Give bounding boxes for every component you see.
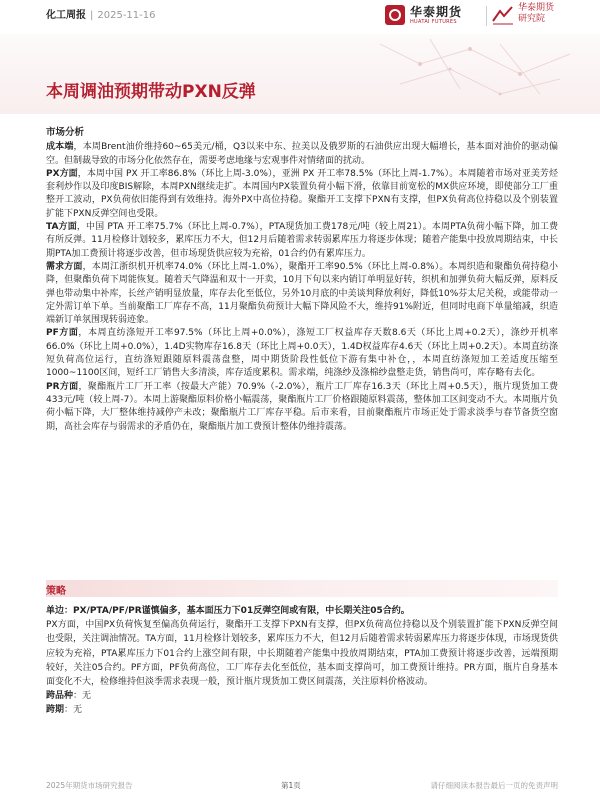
report-type-label: 化工周报 [46,10,86,21]
disclaimer-note: 请仔细阅读本报告最后一页的免责声明 [430,781,558,790]
banner-decoration [0,34,600,114]
strategy-section [46,604,558,718]
cross-term-label: 跨期 [46,705,65,716]
logo-divider [486,6,487,26]
research-logo-line2: 研究院 [518,14,546,24]
pf-paragraph [46,327,558,380]
demand-label: 需求方面 [46,261,83,272]
single-text: ：PX/PTA/PF/PR谨慎偏多，基本面压力下01反弹空间或有限，中长期关注05合约。 [64,606,410,616]
market-analysis [46,126,558,434]
header-separator: | [90,10,94,21]
ta-paragraph [46,221,558,261]
pf-label: PF方面 [46,328,79,339]
research-institute-logo [492,3,562,29]
huatai-logo-icon [385,5,405,25]
strategy-detail: PX方面，中国PX负荷恢复至偏高负荷运行，聚酯开工支撑下PXN有支撑，但PX负荷高位持稳以及个别装置扩能下PXN反弹空间也受限，关注调油情况。TA方面，11月检修计划较多，累库压力不大，但12月后随着需求转弱累库压力将逐步体现，市场现货供应较为充裕，PTA累库压力下01合约上涨空间有限，中长期随着产能集中投放周期结束，PTA加工费预计将逐步改善，远端预期较好，关注05合约。PF方面，PF负荷高位，工厂库存去化至低位，基本面支撑尚可，加工费预计维持。PR方面，瓶片自身基本面变化不大，检修维持但淡季需求表现一般，预计瓶片现货加工费区间震荡，关注原料价格波动。 [46,620,558,688]
single-strategy [46,604,558,618]
px-paragraph [46,168,558,221]
page-header [0,0,600,34]
demand-paragraph [46,261,558,327]
cost-text: ，本周Brent油价维持60~65美元/桶，Q3以来中东、拉美以及俄罗斯的石油供应出现大幅增长，基本面对油价的驱动偏空。但制裁导致的市场分化依然存在，需要考虑地缘与宏观事件对情绪面的扰动。 [46,142,558,166]
pf-text: ，本周直纺涤短开工率97.5%（环比上周+0.0%），涤短工厂权益库存天数8.6天（环比上周+0.2天），涤纱开机率66.0%（环比上周+0.0%），1.4D实物库存16.8天（环比上周+0.0天），1.4D权益库存4.6天（环比上周+0.2天）。本周直纺涤短负荷高位运行，直纺涤短跟随原料震荡盘整，周中期货阶段性低位下游有集中补仓，，本周直纺涤短加工差适度压缩至1000~1100区间，短纤工厂销售大多清淡，库存适度累积。需求端，纯涤纱及涤棉纱盘整走货，销售尚可，库存略有去化。 [46,328,559,379]
market-analysis-heading: 市场分析 [46,127,85,138]
page-title: 本周调油预期带动PXN反弹 [46,82,256,102]
cross-term [46,703,558,717]
pr-paragraph [46,381,558,434]
cross-variety-label: 跨品种 [46,691,74,702]
ta-text: ，中国 PTA 开工率75.7%（环比上周-0.7%），PTA现货加工费178元/吨（较上周21）。本周PTA负荷小幅下降，加工费有所反弹。11月检修计划较多，累库压力不大，但12月后随着需求转弱累库压力将逐步体现；随着产能集中投放周期结束，中长期PTA加工费预计将逐步改善，但市场现货供应较为充裕，01合约仍有累库压力。 [46,222,558,259]
ta-label: TA方面 [46,222,77,233]
footer-report-name: 2025年期货市场研究报告 [46,781,133,790]
cost-paragraph [46,141,558,168]
report-type [46,6,156,21]
single-label: 单边 [46,606,65,616]
huatai-logo-cn: 华泰期货 [410,5,463,19]
demand-text: ，本周江浙织机开机率74.0%（环比上周-1.0%），聚酯开工率90.5%（环比上周-0.8%）。本周织造和聚酯负荷持稳小降，但聚酯负荷下周能恢复。随着天气降温和双十一开卖，10月下旬以来内销订单明显好转，织机和加弹负荷大幅反弹，原料反弹也带动集中补库，长丝产销明显放量，库存去化至低位，另外10月底的中美谈判释放利好，降低10%芬太尼关税，或能带动一定外需订单下单。当前聚酯工厂库存不高，11月聚酯负荷预计大幅下降风险不大，维持91%附近，但同时电商下单量缩减，织造端新订单氛围现转弱迹象。 [46,261,558,326]
cross-variety [46,689,558,703]
title-banner [0,34,600,114]
report-date: 2025-11-16 [97,10,156,21]
page-number: 第1页 [281,781,301,790]
px-text: ，本周中国 PX 开工率86.8%（环比上周-3.0%），亚洲 PX 开工率78.5%（环比上周-1.7%）。本周随着市场对亚美芳烃套利炒作以及印度BIS解除，本周PXN继续走扩。本周国内PX装置负荷小幅下滑，依靠目前宽松的MX供应环境，即使部分工厂重整开工波动，PX负荷依旧能得到有效维持。海外PX中高位持稳。聚酯开工支撑下PXN有支撑，但PX负荷高位持稳以及个别装置扩能下PXN反弹空间也受限。 [46,168,558,219]
pr-label: PR方面 [46,381,79,392]
cost-label: 成本端 [46,142,74,153]
huatai-logo-en: HUATAI FUTURES [410,19,457,25]
strategy-heading: 策略 [46,586,66,597]
research-logo-icon [492,5,514,25]
cross-variety-text: ：无 [73,691,92,702]
page-footer [46,780,558,794]
pr-text: ，聚酯瓶片工厂开工率（按最大产能）70.9%（-2.0%），瓶片工厂库存16.3天（环比上周+0.5天），瓶片现货加工费433元/吨（较上周-7）。本周上游聚酯原料价格小幅震荡，聚酯瓶片工厂价格跟随原料震荡，整体加工区间变动不大。本周瓶片负荷小幅下降，大厂整体维持减停产未改；聚酯瓶片工厂库存平稳。后市来看，目前聚酯瓶片市场正处于需求淡季与春节备货空窗期，高社会库存与弱需求的矛盾仍在，聚酯瓶片加工费预计整体仍维持震荡。 [46,381,558,432]
strategy-heading-bar [46,580,558,597]
huatai-futures-logo [385,3,480,29]
cross-term-text: ：无 [64,705,83,716]
research-logo-text [518,3,554,25]
research-logo-line1: 华泰期货 [518,3,555,13]
px-label: PX方面 [46,168,78,179]
